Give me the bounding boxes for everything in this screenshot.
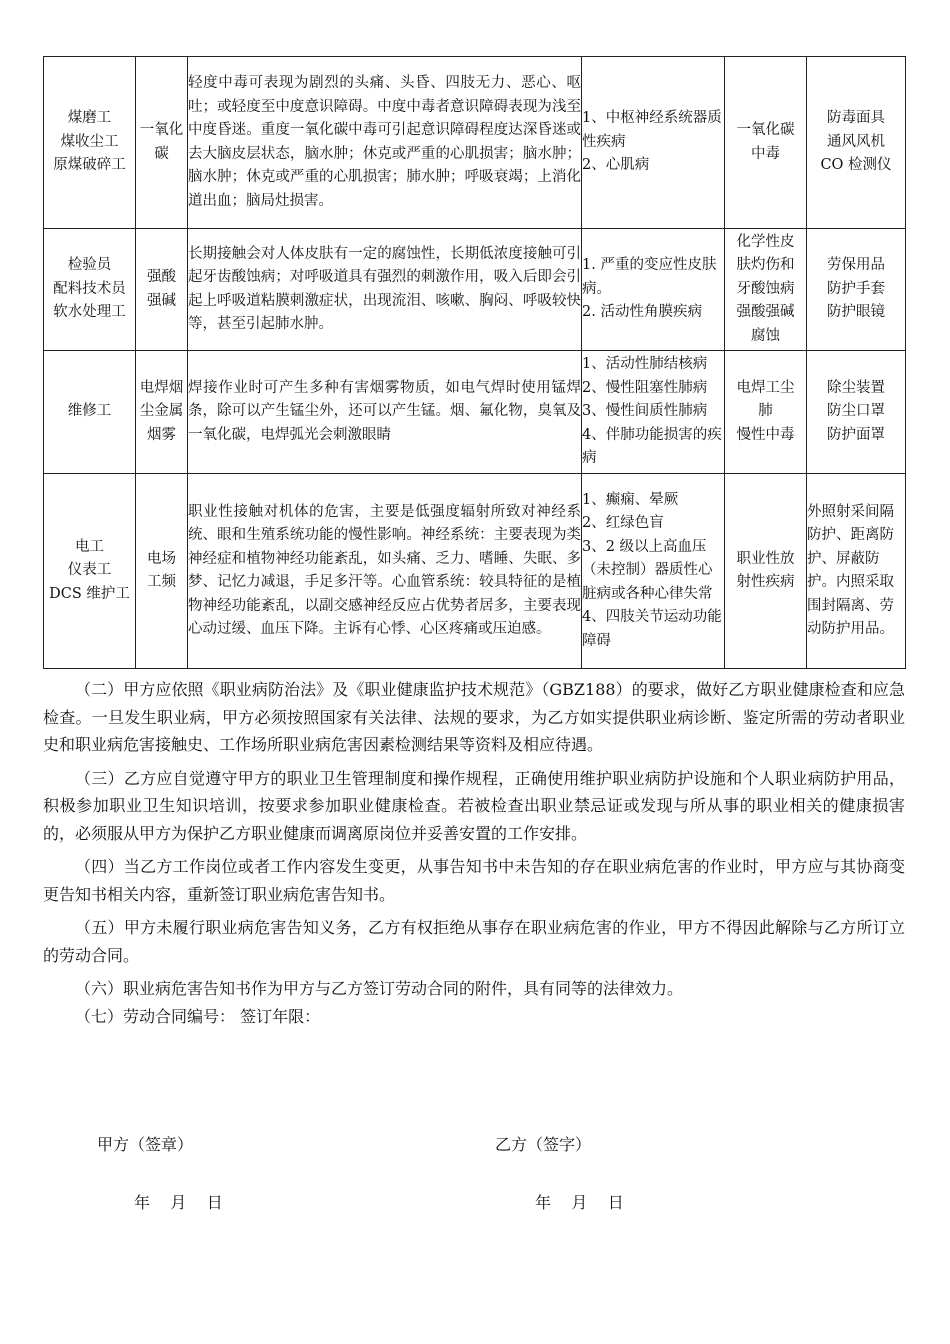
protection-cell: 除尘装置 防尘口罩 防护面罩 <box>807 351 906 474</box>
clause-3: （三）乙方应自觉遵守甲方的职业卫生管理制度和操作规程，正确使用维护职业病防护设施和个人职业病防护用品，积极参加职业卫生知识培训，按要求参加职业健康检查。若被检查出职业禁忌证或发现与所从事的职业相关的健康损害的，必须服从甲方为保护乙方职业健康而调离原岗位并妥善安置的工作安排。 <box>43 768 905 843</box>
party-b-date: 年 月 日 <box>535 1193 624 1212</box>
occupational-disease-cell: 化学性皮 肤灼伤和 牙酸蚀病 强酸强碱 腐蚀 <box>725 229 807 351</box>
hazard-description-cell: 长期接触会对人体皮肤有一定的腐蚀性，长期低浓度接触可引起牙齿酸蚀病；对呼吸道具有强烈的刺激作用，吸入后即会引起上呼吸道粘膜刺激症状，出现流泪、咳嗽、胸闷、呼吸较快等，甚至引起肺水肿。 <box>188 229 582 351</box>
contraindication-cell: 1、中枢神经系统器质性疾病 2、心肌病 <box>582 57 725 229</box>
clause-2: （二）甲方应依照《职业病防治法》及《职业健康监护技术规范》（GBZ188）的要求，做好乙方职业健康检查和应急检查。一旦发生职业病，甲方必须按照国家有关法律、法规的要求，为乙方如实提供职业病诊断、鉴定所需的劳动者职业史和职业病危害接触史、工作场所职业病危害因素检测结果等资料及相应待遇。 <box>43 680 905 754</box>
clause-7: （七）劳动合同编号： 签订年限： <box>75 1006 321 1026</box>
position-cell: 电工 仪表工 DCS 维护工 <box>44 474 136 669</box>
table-row <box>44 229 906 351</box>
contraindication-cell: 1、活动性肺结核病 2、慢性阻塞性肺病 3、慢性间质性肺病 4、伴肺功能损害的疾病 <box>582 351 725 474</box>
contraindication-cell: 1. 严重的变应性皮肤病。 2. 活动性角膜疾病 <box>582 229 725 351</box>
protection-cell: 外照射采间隔防护、距离防护、屏蔽防护。内照采取围封隔离、劳动防护用品。 <box>807 474 906 669</box>
occupational-disease-cell: 一氧化碳 中毒 <box>725 57 807 229</box>
table-row <box>44 474 906 669</box>
protection-cell: 防毒面具 通风风机 CO 检测仪 <box>807 57 906 229</box>
position-cell: 检验员 配料技术员 软水处理工 <box>44 229 136 351</box>
party-a-date: 年 月 日 <box>134 1193 223 1212</box>
contract-clauses <box>43 676 905 1030</box>
hazard-description-cell: 轻度中毒可表现为剧烈的头痛、头昏、四肢无力、恶心、呕吐；或轻度至中度意识障碍。中度中毒者意识障碍表现为浅至中度昏迷。重度一氧化碳中毒可引起意识障碍程度达深昏迷或去大脑皮层状态，脑水肿；休克或严重的心肌损害；脑水肿；脑水肿；休克或严重的心肌损害；肺水肿；呼吸衰竭；上消化道出血；脑局灶损害。 <box>188 57 582 229</box>
clause-4: （四）当乙方工作岗位或者工作内容发生变更，从事告知书中未告知的存在职业病危害的作业时，甲方应与其协商变更告知书相关内容，重新签订职业病危害告知书。 <box>43 857 905 904</box>
clause-5: （五）甲方未履行职业病危害告知义务，乙方有权拒绝从事存在职业病危害的作业，甲方不得因此解除与乙方所订立的劳动合同。 <box>43 918 905 965</box>
contraindication-cell: 1、癫痫、晕厥 2、红绿色盲 3、2 级以上高血压（未控制）器质性心脏病或各种心律失常 4、四肢关节运动功能障碍 <box>582 474 725 669</box>
party-a-signature-label: 甲方（签章） <box>97 1135 194 1154</box>
hazard-table <box>43 56 906 669</box>
clause-6: （六）职业病危害告知书作为甲方与乙方签订劳动合同的附件，具有同等的法律效力。 <box>75 979 684 998</box>
party-b-signature-label: 乙方（签字） <box>495 1135 592 1154</box>
hazard-factor-cell: 电场 工频 <box>136 474 188 669</box>
hazard-factor-cell: 一氧化 碳 <box>136 57 188 229</box>
hazard-description-cell: 焊接作业时可产生多种有害烟雾物质，如电气焊时使用锰焊条，除可以产生锰尘外，还可以产生锰。烟、氟化物，臭氧及一氧化碳，电焊弧光会刺激眼睛 <box>188 351 582 474</box>
hazard-factor-cell: 强酸 强碱 <box>136 229 188 351</box>
hazard-description-cell: 职业性接触对机体的危害，主要是低强度辐射所致对神经系统、眼和生殖系统功能的慢性影响。神经系统：主要表现为类神经症和植物神经功能紊乱，如头痛、乏力、嗜睡、失眠、多梦、记忆力减退，手足多汗等。心血管系统：较具特征的是植物神经功能紊乱，以副交感神经反应占优势者居多，主要表现心动过缓、血压下降。主诉有心悸、心区疼痛或压迫感。 <box>188 474 582 669</box>
position-cell: 维修工 <box>44 351 136 474</box>
hazard-factor-cell: 电焊烟 尘金属 烟雾 <box>136 351 188 474</box>
position-cell: 煤磨工 煤收尘工 原煤破碎工 <box>44 57 136 229</box>
table-row <box>44 57 906 229</box>
protection-cell: 劳保用品 防护手套 防护眼镜 <box>807 229 906 351</box>
table-row <box>44 351 906 474</box>
occupational-disease-cell: 电焊工尘 肺 慢性中毒 <box>725 351 807 474</box>
occupational-disease-cell: 职业性放 射性疾病 <box>725 474 807 669</box>
